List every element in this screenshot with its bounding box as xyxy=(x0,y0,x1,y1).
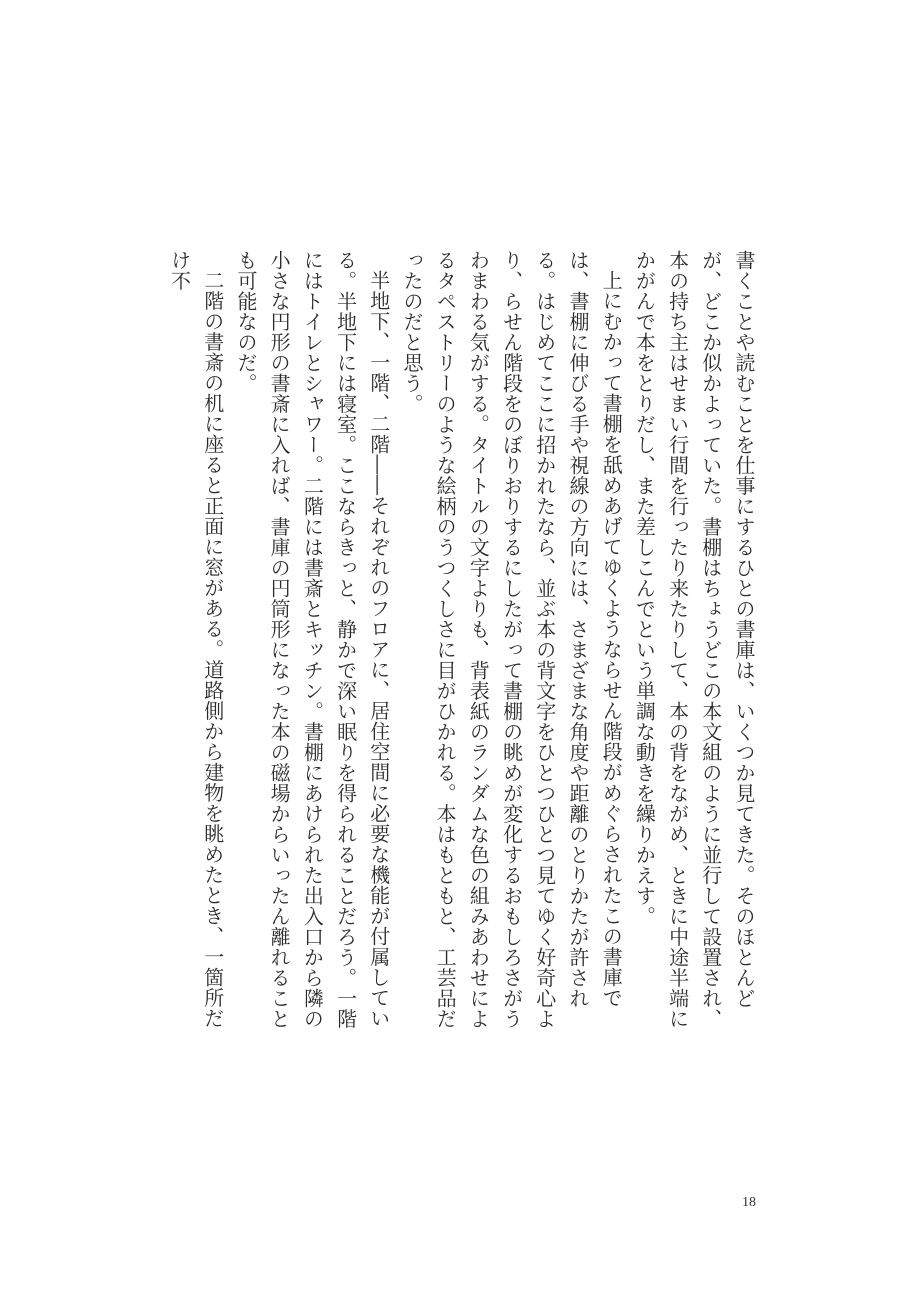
paragraph-3: 半地下、一階、二階――それぞれのフロアに、居住空間に必要な機能が付属している。半地下には寝室。ここならきっと、静かで深い眠りを得られることだろう。一階にはトイレとシャワー。二階には書斎とキッチン。書棚にあけられた出入口から隣の小さな円形の書斎に入れば、書庫の円筒形になった本の磁場からいったん離れることも可能なのだ。 xyxy=(233,250,391,1029)
paragraph-1: 書くことや読むことを仕事にするひとの書庫は、いくつか見てきた。そのほとんどが、どこか似かよっていた。書棚はちょうどこの本文組のように並行して設置され、本の持ち主はせまい行間を行ったり来たりして、本の背をながめ、ときに中途半端にかがんで本をとりだし、また差しこんでという単調な動きを繰りかえす。 xyxy=(632,250,756,1029)
page-number: 18 xyxy=(742,1195,756,1210)
paragraph-4: 二階の書斎の机に座ると正面に窓がある。道路側から建物を眺めたとき、一箇所だけ不 xyxy=(167,250,225,1029)
body-text xyxy=(167,250,760,1030)
paragraph-2: 上にむかって書棚を舐めあげてゆくようならせん階段がめぐらされたこの書庫では、書棚に伸びる手や視線の方向には、さまざまな角度や距離のとりかたが許される。はじめてここに招かれたなら、並ぶ本の背文字をひとつひとつ見てゆく好奇心より、らせん階段をのぼりおりするにしたがって書棚の眺めが変化するおもしろさがうわまわる気がする。タイトルの文字よりも、背表紙のランダムな色の組みあわせによるタペストリーのような絵柄のうつくしさに目がひかれる。本はもともと、工芸品だったのだと思う。 xyxy=(399,250,624,1029)
